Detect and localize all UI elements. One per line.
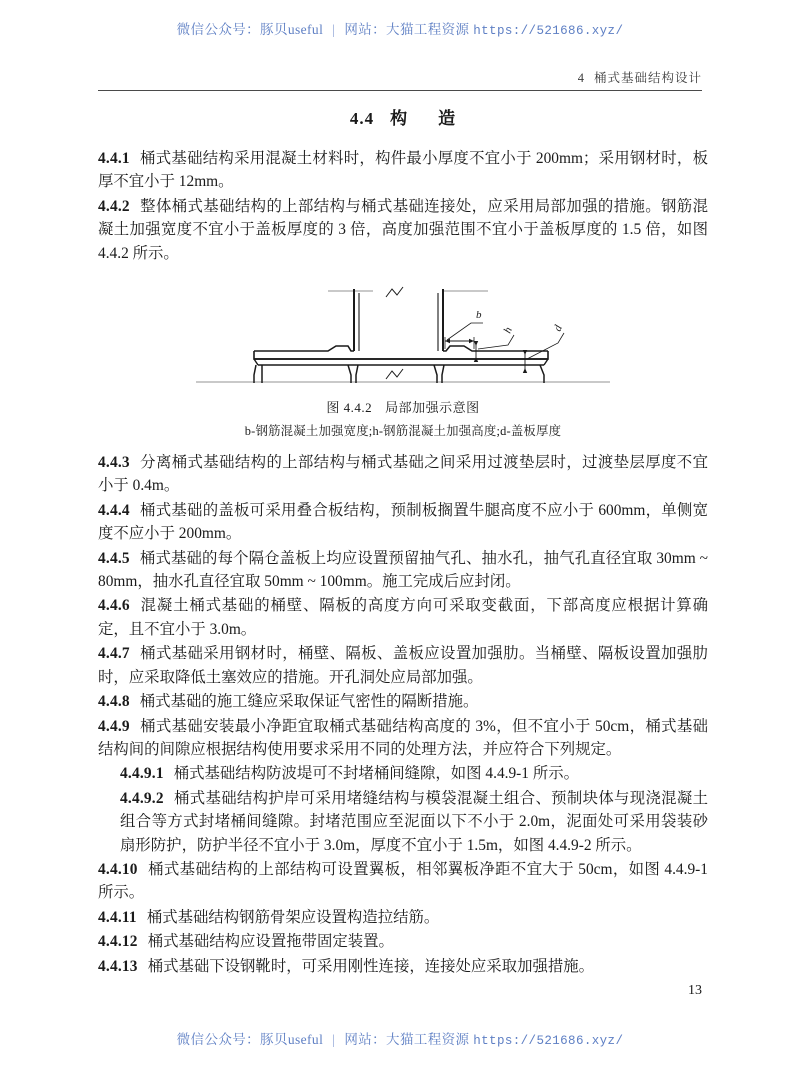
clause-text: 桶式基础结构钢筋骨架应设置构造拉结筋。 xyxy=(146,908,440,926)
dim-h-leader xyxy=(478,335,514,349)
watermark-prefix: 微信公众号：豚贝useful xyxy=(176,1032,324,1047)
clause-text: 桶式基础结构的上部结构可设置翼板，相邻翼板净距不宜大于 50cm，如图 4.4.9-1 所示。 xyxy=(98,860,708,902)
clause-number: 4.4.1 xyxy=(98,150,130,167)
bucket-wall-1-left xyxy=(254,365,256,383)
clause-number: 4.4.9.2 xyxy=(120,789,164,807)
watermark-site-label: 网站：大猫工程资源 xyxy=(344,1032,470,1047)
running-head-chapter-number: 4 xyxy=(577,71,585,85)
figure-caption-number: 图 4.4.2 xyxy=(326,400,373,416)
clause-number: 4.4.2 xyxy=(98,197,130,215)
bucket-wall-3-left xyxy=(434,365,437,383)
clause-number: 4.4.3 xyxy=(98,454,130,472)
dim-label-b: b xyxy=(476,309,482,322)
page-number: 13 xyxy=(688,983,702,998)
section-heading xyxy=(98,104,708,129)
clause-text: 混凝土桶式基础的桶壁、隔板的高度方向可采取变截面，下部高度应根据计算确定，且不宜小于 3.0m。 xyxy=(98,597,708,638)
dim-label-h: h xyxy=(501,325,515,336)
clause-number: 4.4.12 xyxy=(98,933,138,951)
local-strengthening-diagram xyxy=(188,279,618,391)
watermark-site-label: 网站：大猫工程资源 xyxy=(344,22,470,37)
clause-number: 4.4.9.1 xyxy=(120,765,164,783)
clause-4-4-9 xyxy=(98,715,708,762)
watermark-url: https://521686.xyz/ xyxy=(473,24,624,38)
section-number: 4.4 xyxy=(349,109,375,128)
watermark-top xyxy=(0,18,800,38)
bucket-wall-2-right xyxy=(356,365,358,383)
dim-b-arrow-right xyxy=(469,339,474,343)
break-symbol-lower xyxy=(386,369,403,379)
clause-text: 桶式基础安装最小净距宜取桶式基础结构高度的 3%，但不宜小于 50cm，桶式基础结构间的间隙应根据结构使用要求采用不同的处理方法，并应符合下列规定。 xyxy=(98,717,708,758)
section-title-char-1: 构 xyxy=(390,109,409,128)
clause-text: 整体桶式基础结构的上部结构与桶式基础连接处，应采用局部加强的措施。钢筋混凝土加强宽度不宜小于盖板厚度的 3 倍，高度加强范围不宜小于盖板厚度的 1.5 倍，如图 4.4.2 所示。 xyxy=(98,197,708,262)
bucket-wall-3-right xyxy=(442,365,444,383)
clause-4-4-2 xyxy=(98,195,708,265)
dim-b-leader xyxy=(447,323,483,340)
clause-text: 桶式基础结构采用混凝土材料时，构件最小厚度不宜小于 200mm；采用钢材时，板厚不宜小于 12mm。 xyxy=(98,150,708,191)
clause-4-4-6 xyxy=(98,594,708,641)
header-rule xyxy=(98,90,702,91)
clause-number: 4.4.10 xyxy=(98,860,138,878)
dim-label-d: d xyxy=(551,323,565,334)
dim-h-arrow-top xyxy=(474,341,478,346)
clause-text: 桶式基础结构防波堤可不封堵桶间缝隙，如图 4.4.9-1 所示。 xyxy=(173,765,580,783)
clause-4-4-7 xyxy=(98,642,708,689)
clause-text: 桶式基础采用钢材时，桶壁、隔板、盖板应设置加强肋。当桶壁、隔板设置加强肋时，应采取降低土塞效应的措施。开孔洞处应局部加强。 xyxy=(98,645,708,686)
watermark-url: https://521686.xyz/ xyxy=(473,1034,624,1048)
clause-number: 4.4.9 xyxy=(98,717,130,735)
clause-text: 桶式基础的盖板可采用叠合板结构，预制板搁置牛腿高度不应小于 600mm，单侧宽度不应小于 200mm。 xyxy=(98,501,708,543)
running-head-chapter-title: 桶式基础结构设计 xyxy=(593,71,702,85)
clause-4-4-3 xyxy=(98,451,708,498)
clause-number: 4.4.11 xyxy=(98,908,137,926)
watermark-prefix: 微信公众号：豚贝useful xyxy=(176,22,324,37)
clause-4-4-12 xyxy=(98,930,708,953)
bucket-wall-4-right xyxy=(540,365,544,383)
clause-4-4-11 xyxy=(98,906,708,929)
clause-4-4-13 xyxy=(98,955,708,978)
section-title-char-2: 造 xyxy=(438,109,457,128)
page-content xyxy=(98,104,708,979)
clause-number: 4.4.6 xyxy=(98,597,130,615)
clause-number: 4.4.4 xyxy=(98,501,130,519)
clause-number: 4.4.5 xyxy=(98,549,130,567)
dim-d-arrow-bottom xyxy=(523,368,527,373)
clause-text: 桶式基础结构应设置拖带固定装置。 xyxy=(147,933,394,951)
clause-4-4-9-1 xyxy=(98,762,708,785)
bucket-wall-2-left xyxy=(348,365,351,383)
clause-4-4-10 xyxy=(98,858,708,905)
clause-4-4-9-2 xyxy=(98,787,708,857)
watermark-separator: | xyxy=(332,22,336,37)
clause-text: 桶式基础的每个隔仓盖板上均应设置预留抽气孔、抽水孔，抽气孔直径宜取 30mm ~ 80mm，抽水孔直径宜取 50mm ~ 100mm。施工完成后应封闭。 xyxy=(98,549,708,591)
clause-4-4-4 xyxy=(98,499,708,546)
clause-4-4-1 xyxy=(98,147,708,194)
clause-4-4-5 xyxy=(98,547,708,594)
clause-number: 4.4.7 xyxy=(98,645,130,663)
watermark-separator: | xyxy=(332,1032,336,1047)
break-symbol-upper xyxy=(386,287,403,297)
figure-4-4-2 xyxy=(98,279,708,439)
clause-text: 桶式基础下设钢靴时，可采用刚性连接，连接处应采取加强措施。 xyxy=(147,957,595,975)
figure-caption xyxy=(98,397,708,416)
watermark-bottom xyxy=(0,1028,800,1048)
figure-legend: b-钢筋混凝土加强宽度;h-钢筋混凝土加强高度;d-盖板厚度 xyxy=(244,424,562,439)
clause-number: 4.4.13 xyxy=(98,957,138,975)
dim-d-leader xyxy=(527,333,564,359)
running-head xyxy=(98,68,702,86)
clause-text: 桶式基础结构护岸可采用堵缝结构与模袋混凝土组合、预制块体与现浇混凝土组合等方式封堵桶间缝隙。封堵范围应至泥面以下不小于 2.0m，泥面处可采用袋装砂扇形防护，防护半径不宜小于 3.0m，厚度不宜小于 1.5m，如图 4.4.9-2 所示。 xyxy=(120,789,708,854)
clause-4-4-8 xyxy=(98,690,708,713)
cap-slab-outline xyxy=(254,351,548,359)
clause-number: 4.4.8 xyxy=(98,693,130,711)
strengthening-profile-left xyxy=(254,346,354,351)
clause-text: 分离桶式基础结构的上部结构与桶式基础之间采用过渡垫层时，过渡垫层厚度不宜小于 0.4m。 xyxy=(98,454,708,495)
dim-d-arrow-top xyxy=(523,350,527,355)
clause-text: 桶式基础的施工缝应采取保证气密性的隔断措施。 xyxy=(139,693,479,711)
figure-caption-title: 局部加强示意图 xyxy=(385,400,480,416)
